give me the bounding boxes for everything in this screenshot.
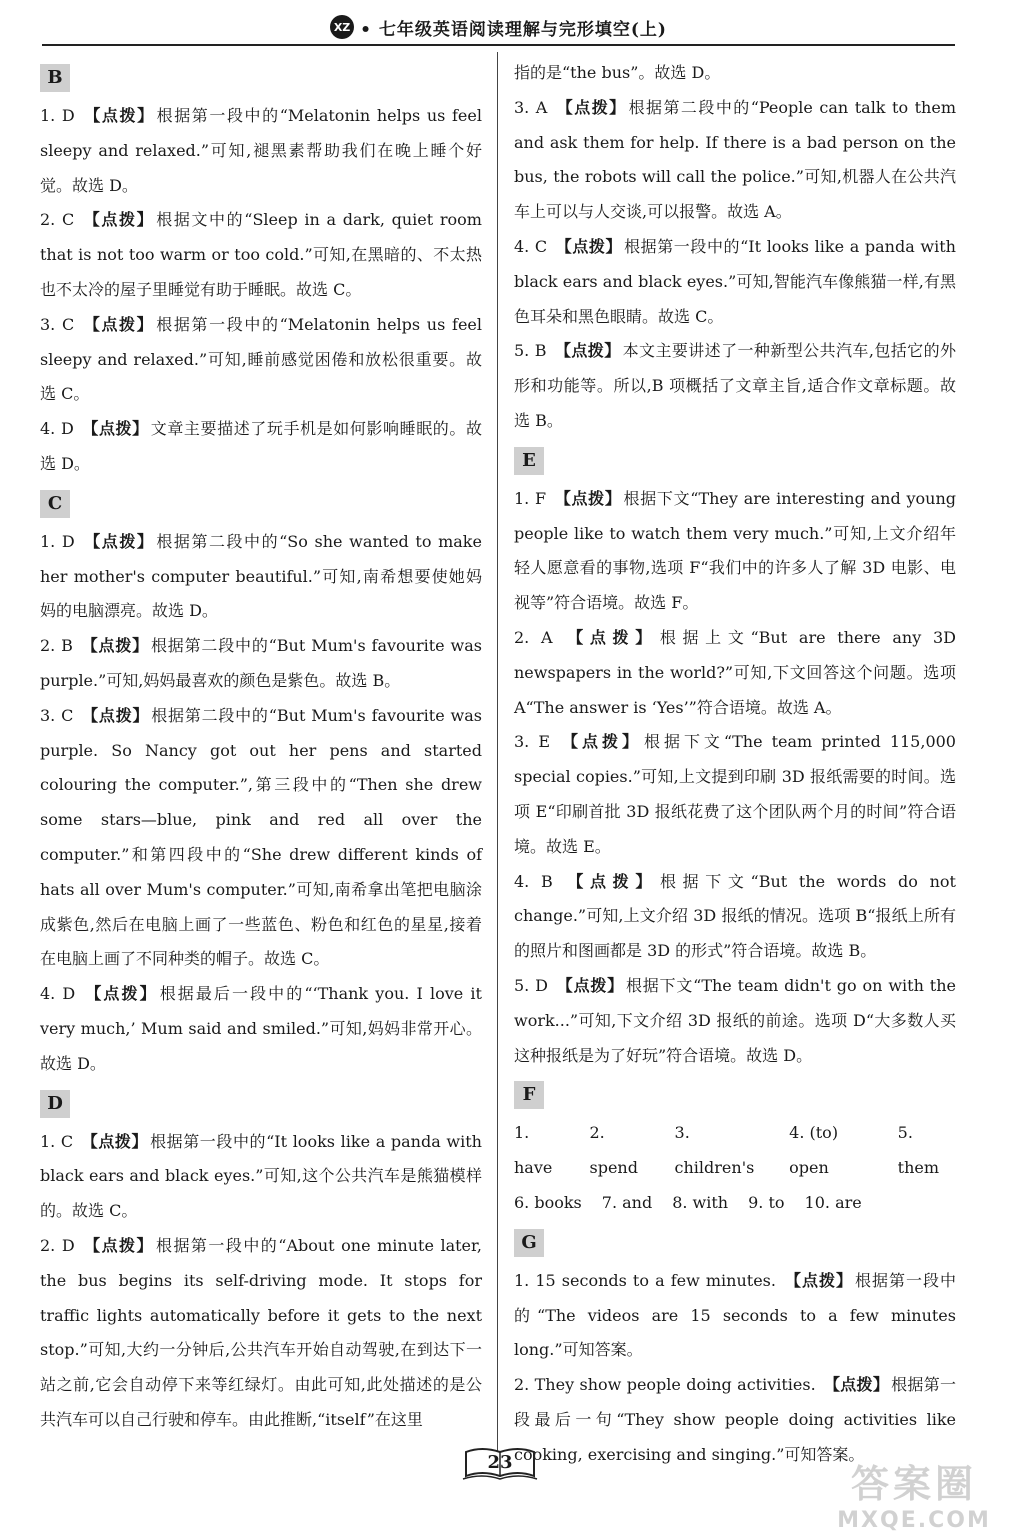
fill-answer: 6. books bbox=[514, 1192, 582, 1212]
publisher-logo: XZ bbox=[330, 15, 354, 39]
answer-item bbox=[40, 308, 482, 412]
hint-tag: 【点拨】 bbox=[555, 975, 624, 995]
page-number: 23 bbox=[487, 1451, 513, 1473]
answer-item bbox=[40, 525, 482, 629]
section-heading bbox=[514, 1078, 956, 1110]
answer-number: 1. D bbox=[40, 106, 75, 125]
answer-item bbox=[514, 621, 956, 725]
answer-number: 2. A bbox=[514, 627, 553, 647]
answer-number: 2. They show people doing activities. bbox=[514, 1375, 816, 1395]
hint-tag: 【点拨】 bbox=[81, 705, 150, 725]
answer-row bbox=[514, 1116, 956, 1186]
hint-tag: 【点拨】 bbox=[555, 97, 627, 117]
answer-item bbox=[514, 482, 956, 621]
answer-item bbox=[40, 99, 482, 203]
answer-item bbox=[514, 230, 956, 334]
hint-tag: 【点拨】 bbox=[82, 210, 155, 230]
hint-tag: 【点拨】 bbox=[554, 341, 621, 361]
answer-item bbox=[514, 334, 956, 438]
hint-tag: 【点拨】 bbox=[82, 314, 155, 334]
answer-number: 5. B bbox=[514, 341, 547, 361]
answer-item bbox=[514, 969, 956, 1073]
hint-tag: 【点拨】 bbox=[82, 531, 155, 551]
fill-answer: 5. them bbox=[897, 1123, 940, 1178]
section-label: C bbox=[40, 490, 70, 518]
hint-tag: 【点拨】 bbox=[83, 984, 158, 1004]
answer-item bbox=[40, 629, 482, 699]
hint-tag: 【点拨】 bbox=[555, 236, 623, 256]
answer-number: 3. A bbox=[514, 97, 548, 117]
hint-tag: 【点拨】 bbox=[558, 732, 642, 752]
section-heading bbox=[40, 61, 482, 93]
fill-answer: 3. children's bbox=[674, 1123, 755, 1178]
answer-item bbox=[514, 1264, 956, 1368]
answer-explanation: 根据第一段中的“It looks like a panda with black ears and black eyes.”可知,这个公共汽车是熊猫模样的。故选 C。 bbox=[40, 1131, 482, 1221]
answer-explanation: 本文主要讲述了一种新型公共汽车,包括它的外形和功能等。所以,B 项概括了文章主旨,适合作文章标题。故选 B。 bbox=[514, 341, 956, 430]
page-header bbox=[42, 10, 955, 46]
answer-explanation: 根据最后一段中的“‘Thank you. I love it very much,’ Mum said and smiled.”可知,妈妈非常开心。故选 D。 bbox=[40, 984, 482, 1073]
answer-number: 2. C bbox=[40, 210, 75, 230]
answer-item bbox=[40, 412, 482, 482]
answer-explanation: 根据第一段中的“Melatonin helps us feel sleepy and relaxed.”可知,睡前感觉困倦和放松很重要。故选 C。 bbox=[40, 314, 483, 404]
answer-explanation: 文章主要描述了玩手机是如何影响睡眠的。故选 D。 bbox=[40, 419, 482, 473]
section-heading bbox=[40, 1087, 482, 1119]
answer-explanation: 根据下文“The team printed 115,000 special copies.”可知,上文提到印刷 3D 报纸需要的时间。选项 E“印刷首批 3D 报纸花费了这个团队两个月的时间”符合语境。故选 E。 bbox=[514, 732, 956, 856]
section-label: D bbox=[40, 1090, 70, 1118]
answer-explanation: 根据第一段中的“It looks like a panda with black ears and black eyes.”可知,智能汽车像熊猫一样,有黑色耳朵和黑色眼睛。故选 C。 bbox=[514, 236, 956, 326]
left-column bbox=[40, 56, 482, 1438]
hint-tag: 【点拨】 bbox=[560, 627, 658, 647]
answer-number: 1. C bbox=[40, 1131, 74, 1151]
fill-answer: 1. have bbox=[514, 1123, 553, 1178]
answer-item bbox=[40, 1229, 482, 1438]
fill-answer: 2. spend bbox=[589, 1123, 638, 1178]
answer-explanation: 根据上文“But are there any 3D newspapers in the world?”可知,下文回答这个问题。选项 A“The answer is ‘Yes’”符合语境。故选 A。 bbox=[514, 627, 956, 717]
watermark-url: MXQE.COM bbox=[837, 1508, 991, 1533]
answer-number: 4. D bbox=[40, 419, 74, 439]
fill-answer: 4. (to) open bbox=[789, 1123, 839, 1178]
answer-number: 2. D bbox=[40, 1235, 75, 1255]
section-label: F bbox=[514, 1081, 544, 1109]
answer-explanation: 根据第二段中的“So she wanted to make her mother's computer beautiful.”可知,南希想要使她妈妈的电脑漂亮。故选 D。 bbox=[40, 531, 482, 621]
section-heading bbox=[40, 487, 482, 519]
watermark bbox=[829, 1458, 999, 1533]
answer-explanation: 根据文中的“Sleep in a dark, quiet room that is not too warm or too cold.”可知,在黑暗的、不太热也不太冷的屋子里睡觉有助于睡眠。故选 C。 bbox=[40, 210, 482, 299]
answer-item bbox=[40, 203, 482, 307]
answer-explanation: 根据第二段中的“People can talk to them and ask them for help. If there is a bad person on the bus, the robots will call the police.”可知,机器人在公共汽车上可以与人交谈,可以报警。故选 A。 bbox=[514, 97, 957, 222]
hint-tag: 【点拨】 bbox=[554, 488, 622, 508]
answer-number: 3. E bbox=[514, 732, 551, 752]
answer-explanation: 根据第一段最后一句“They show people doing activities like cooking, exercising and singing.”可知答案。 bbox=[514, 1375, 956, 1464]
fill-answer: 7. and bbox=[601, 1192, 653, 1212]
section-heading bbox=[514, 444, 956, 476]
answer-explanation: 根据下文“They are interesting and young people like to watch them very much.”可知,上文介绍年轻人愿意看的事物,选项 F“我们中的许多人了解 3D 电影、电视等”符合语境。故选 F。 bbox=[514, 488, 956, 613]
hint-tag: 【点拨】 bbox=[81, 1131, 149, 1151]
answer-explanation: 根据下文“The team didn't go on with the work...”可知,下文介绍 3D 报纸的前途。选项 D“大多数人买这种报纸是为了好玩”符合语境。故选 D。 bbox=[514, 975, 956, 1065]
answer-item bbox=[40, 977, 482, 1081]
column-divider bbox=[497, 52, 498, 1452]
answer-number: 1. D bbox=[40, 531, 75, 551]
answer-number: 2. B bbox=[40, 636, 73, 656]
fill-answer: 8. with bbox=[672, 1192, 729, 1212]
section-label: G bbox=[514, 1229, 544, 1257]
answer-item bbox=[40, 699, 482, 977]
answer-number: 5. D bbox=[514, 975, 548, 995]
hint-tag: 【点拨】 bbox=[783, 1270, 853, 1290]
fill-answer: 9. to bbox=[748, 1192, 785, 1212]
answer-explanation: 根据下文“But the words do not change.”可知,上文介绍 3D 报纸的情况。选项 B“报纸上所有的照片和图画都是 3D 的形式”符合语境。故选 B。 bbox=[514, 871, 956, 961]
answer-explanation: 根据第二段中的“But Mum's favourite was purple.”可知,妈妈最喜欢的颜色是紫色。故选 B。 bbox=[40, 636, 482, 690]
continued-text: 指的是“the bus”。故选 D。 bbox=[514, 63, 721, 82]
answer-number: 4. C bbox=[514, 236, 548, 256]
answer-number: 1. F bbox=[514, 488, 547, 508]
answer-number: 3. C bbox=[40, 705, 74, 725]
page-number-badge bbox=[460, 1446, 540, 1482]
answer-number: 1. 15 seconds to a few minutes. bbox=[514, 1270, 776, 1290]
hint-tag: 【点拨】 bbox=[81, 419, 149, 439]
section-label: E bbox=[514, 447, 544, 475]
right-column bbox=[514, 56, 956, 1472]
section-label: B bbox=[40, 64, 70, 92]
hint-tag: 【点拨】 bbox=[82, 1235, 154, 1255]
answer-item bbox=[514, 725, 956, 864]
hint-tag: 【点拨】 bbox=[823, 1375, 890, 1395]
book-title: • 七年级英语阅读理解与完形填空(上) bbox=[360, 19, 667, 40]
answer-number: 4. D bbox=[40, 984, 76, 1004]
hint-tag: 【点拨】 bbox=[80, 636, 149, 656]
answer-explanation: 根据第一段中的“About one minute later, the bus begins its self-driving mode. It stops for traffic lights automatically before it gets to the next stop.”可知,大约一分钟后,公共汽车开始自动驾驶,在到达下一站之前,它会自动停下来等红绿灯。由此可知,此处描述的是公共汽车可以自己行驶和停车。由此推断,“itself”在这里 bbox=[40, 1235, 482, 1429]
answer-number: 3. C bbox=[40, 314, 75, 334]
answer-row bbox=[514, 1186, 956, 1221]
hint-tag: 【点拨】 bbox=[82, 106, 155, 125]
answer-explanation: 根据第一段中的“The videos are 15 seconds to a few minutes long.”可知答案。 bbox=[514, 1270, 956, 1360]
fill-answer: 10. are bbox=[804, 1192, 862, 1212]
answer-number: 4. B bbox=[514, 871, 553, 891]
answer-explanation: 根据第一段中的“Melatonin helps us feel sleepy and relaxed.”可知,褪黑素帮助我们在晚上睡个好觉。故选 D。 bbox=[40, 106, 482, 195]
answer-item bbox=[40, 1125, 482, 1229]
answer-explanation: 根据第二段中的“But Mum's favourite was purple. So Nancy got out her pens and started colouring the computer.”,第三段中的“Then she drew some stars—blue, pink and red all over the computer.”和第四段中的“She drew different kinds of hats all over Mum's computer.”可知,南希拿出笔把电脑涂成紫色,然后在电脑上画了一些蓝色、粉色和红色的星星,接着在电脑上画了不同种类的帽子。故选 C。 bbox=[40, 705, 482, 969]
answer-item bbox=[514, 91, 956, 230]
watermark-title: 答案圈 bbox=[850, 1462, 977, 1506]
section-heading bbox=[514, 1226, 956, 1258]
hint-tag: 【点拨】 bbox=[560, 871, 658, 891]
answer-item bbox=[514, 865, 956, 969]
